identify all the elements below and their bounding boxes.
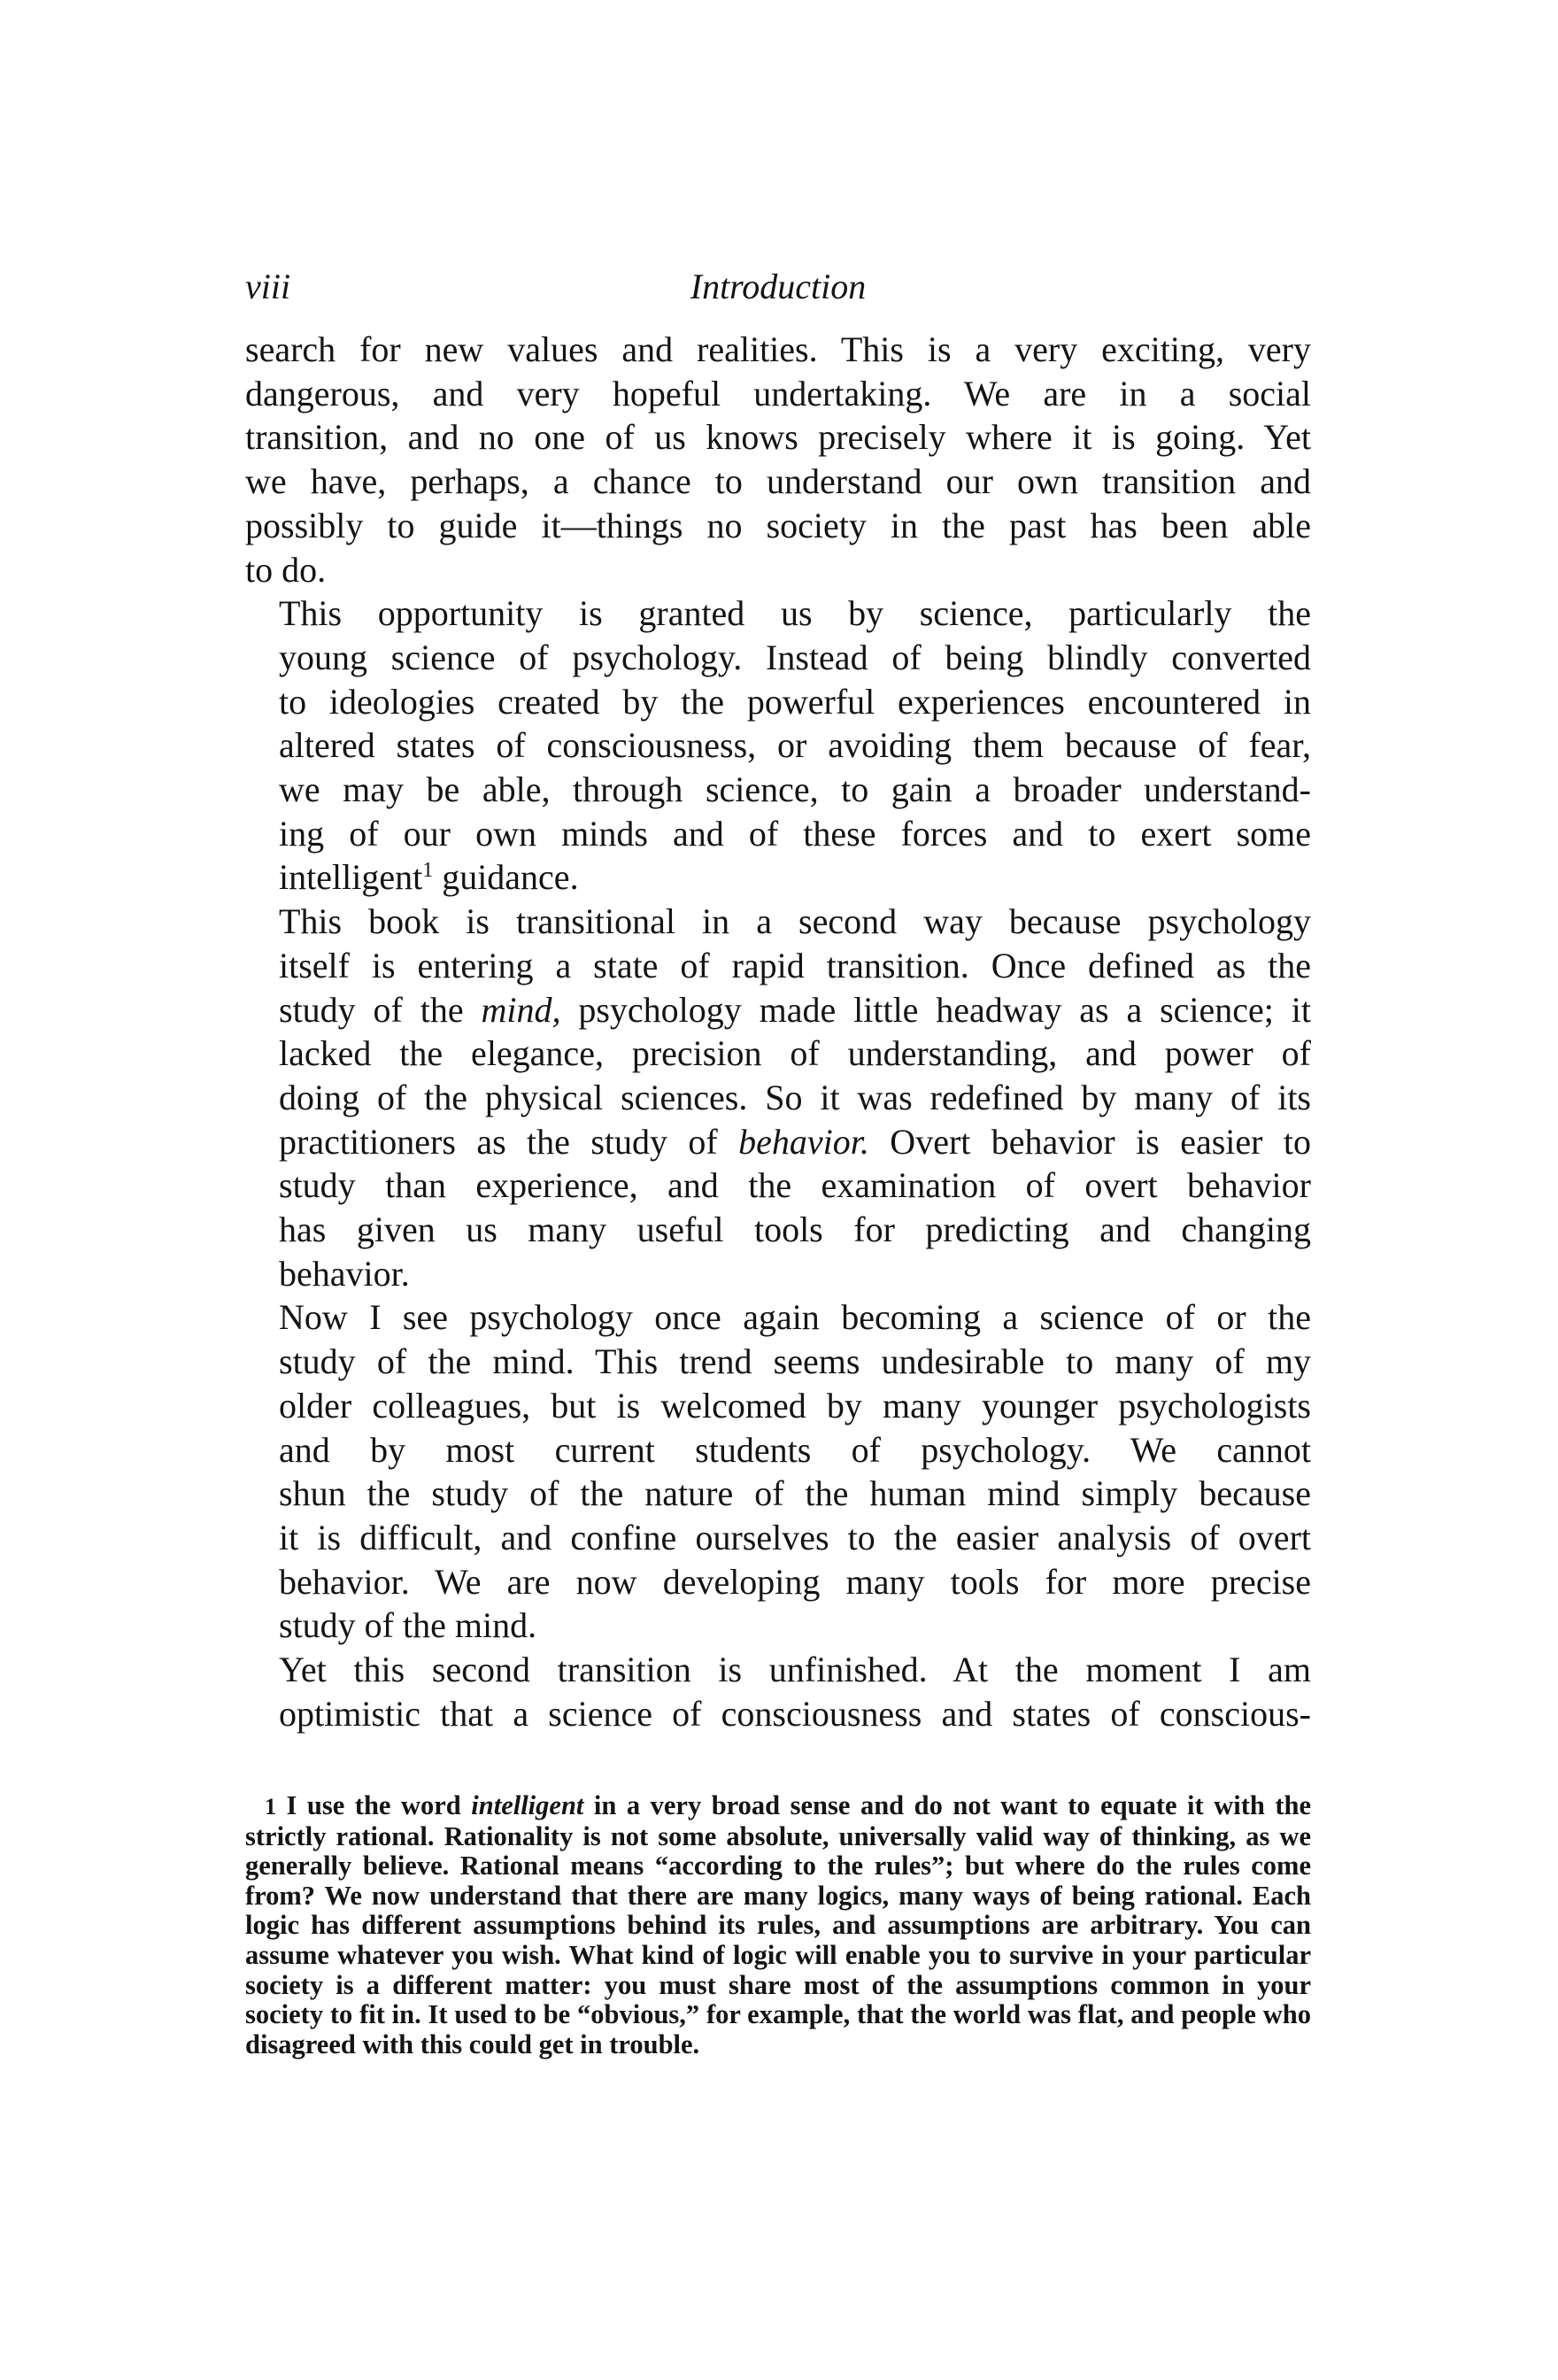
footnotes bbox=[245, 1791, 1311, 2059]
line-row bbox=[245, 1076, 1311, 1120]
line-row bbox=[245, 504, 1311, 548]
text-fragment: I use the word bbox=[276, 1790, 472, 1820]
text-line: we have, perhaps, a chance to understand our own transition and bbox=[245, 461, 1311, 502]
body-text bbox=[245, 328, 1311, 1736]
line-row bbox=[245, 1340, 1311, 1384]
line-row bbox=[245, 1163, 1311, 1208]
text-fragment: study of the bbox=[279, 989, 482, 1030]
line-row bbox=[245, 988, 1311, 1032]
line-row bbox=[245, 855, 1311, 900]
text-line: lacked the elegance, precision of understanding, and power of bbox=[279, 1033, 1311, 1074]
text-line bbox=[279, 990, 1311, 1030]
text-fragment: intelligent bbox=[279, 857, 423, 898]
running-head bbox=[245, 266, 1311, 313]
text-line: Yet this second transition is unfinished. At the moment I am bbox=[279, 1650, 1311, 1690]
text-line: transition, and no one of us knows precisely where it is going. Yet bbox=[245, 417, 1311, 458]
text-line: we may be able, through science, to gain a broader understand- bbox=[279, 769, 1311, 810]
line-row bbox=[245, 591, 1311, 636]
text-line bbox=[279, 1122, 1311, 1162]
emphasis-behavior: behavior. bbox=[738, 1121, 869, 1162]
line-row bbox=[245, 1648, 1311, 1692]
line-row bbox=[245, 944, 1311, 988]
text-line: older colleagues, but is welcomed by many younger psychologists bbox=[279, 1385, 1311, 1426]
line-row bbox=[245, 900, 1311, 944]
text-line: it is difficult, and confine ourselves to the easier analysis of overt bbox=[279, 1517, 1311, 1557]
line-row bbox=[245, 1384, 1311, 1428]
text-fragment: guidance. bbox=[433, 857, 579, 898]
line-row bbox=[245, 1252, 1311, 1296]
line-row bbox=[245, 768, 1311, 812]
line-row bbox=[245, 1516, 1311, 1560]
footnote-reference[interactable]: 1 bbox=[422, 859, 434, 883]
text-line: study of the mind. This trend seems undesirable to many of my bbox=[279, 1341, 1311, 1382]
text-line: optimistic that a science of consciousness and states of conscious- bbox=[279, 1693, 1311, 1734]
line-row bbox=[245, 415, 1311, 460]
text-line: possibly to guide it—things no society in the past has been able bbox=[245, 505, 1311, 545]
footnote-marker: 1 bbox=[265, 1794, 276, 1820]
line-row bbox=[245, 328, 1311, 372]
text-line: ing of our own minds and of these forces and to exert some bbox=[279, 813, 1311, 854]
line-row bbox=[245, 636, 1311, 680]
line-row bbox=[245, 1032, 1311, 1076]
line-row bbox=[245, 1208, 1311, 1252]
line-row bbox=[245, 372, 1311, 416]
text-line: itself is entering a state of rapid transition. Once defined as the bbox=[279, 945, 1311, 985]
page-number: viii bbox=[245, 267, 291, 306]
text-fragment: practitioners as the study of bbox=[279, 1121, 739, 1162]
text-line: behavior. We are now developing many tools for more precise bbox=[279, 1561, 1311, 1602]
text-line: shun the study of the nature of the human mind simply because bbox=[279, 1473, 1311, 1514]
paragraph-2 bbox=[245, 591, 1311, 900]
text-line: and by most current students of psychology. We cannot bbox=[279, 1429, 1311, 1470]
text-line: has given us many useful tools for predicting and changing bbox=[279, 1209, 1311, 1250]
paragraph-5 bbox=[245, 1648, 1311, 1735]
text-line: to do. bbox=[245, 549, 327, 590]
line-row bbox=[245, 1295, 1311, 1340]
text-line: young science of psychology. Instead of being blindly converted bbox=[279, 637, 1311, 677]
line-row bbox=[245, 812, 1311, 856]
text-line: doing of the physical sciences. So it was redefined by many of its bbox=[279, 1077, 1311, 1117]
line-row bbox=[245, 1428, 1311, 1472]
text-fragment: Overt behavior is easier to bbox=[868, 1121, 1312, 1162]
text-line: This book is transitional in a second way because psychology bbox=[279, 901, 1311, 942]
text-line: dangerous, and very hopeful undertaking. We are in a social bbox=[245, 373, 1311, 413]
line-row bbox=[245, 1120, 1311, 1164]
emphasis-mind: mind, bbox=[481, 989, 561, 1030]
text-line: to ideologies created by the powerful experiences encountered in bbox=[279, 681, 1311, 722]
chapter-title: Introduction bbox=[690, 267, 867, 306]
line-row bbox=[245, 460, 1311, 504]
line-row bbox=[245, 1560, 1311, 1604]
line-row bbox=[245, 1472, 1311, 1516]
text-fragment: in a very broad sense and do not want to equate it with the strictly rational. Rationality is not some absolute, universally valid way of thinking, as we generally believe. Rational means “according to the rules”; but where do the rules come from? We now understand that there are many logics, many ways of being rational. Each logic has different assumptions behind its rules, and assumptions are arbitrary. You can assume whatever you wish. What kind of logic will enable you to survive in your particular society is a different matter: you must share most of the assumptions common in your society to fit in. It used to be “obvious,” for example, that the world was flat, and people who disagreed with this could get in trouble. bbox=[245, 1790, 1311, 2059]
emphasis-intelligent: intelligent bbox=[471, 1790, 584, 1820]
text-line: study of the mind. bbox=[279, 1605, 537, 1646]
line-row bbox=[245, 1692, 1311, 1736]
text-line: This opportunity is granted us by science, particularly the bbox=[279, 593, 1311, 634]
line-row bbox=[245, 1603, 1311, 1648]
text-line: search for new values and realities. This is a very exciting, very bbox=[245, 329, 1311, 369]
text-line: study than experience, and the examination of overt behavior bbox=[279, 1165, 1311, 1206]
line-row bbox=[245, 723, 1311, 768]
line-row bbox=[245, 548, 1311, 592]
text-fragment: psychology made little headway as a science; it bbox=[560, 989, 1311, 1030]
text-line: behavior. bbox=[279, 1253, 410, 1294]
paragraph-1 bbox=[245, 328, 1311, 591]
text-line: Now I see psychology once again becoming a science of or the bbox=[279, 1297, 1311, 1338]
footnote-1 bbox=[245, 1791, 1311, 2059]
paragraph-4 bbox=[245, 1295, 1311, 1648]
text-line: altered states of consciousness, or avoiding them because of fear, bbox=[279, 725, 1311, 766]
paragraph-3 bbox=[245, 900, 1311, 1295]
line-row bbox=[245, 680, 1311, 724]
text-line bbox=[279, 857, 579, 897]
